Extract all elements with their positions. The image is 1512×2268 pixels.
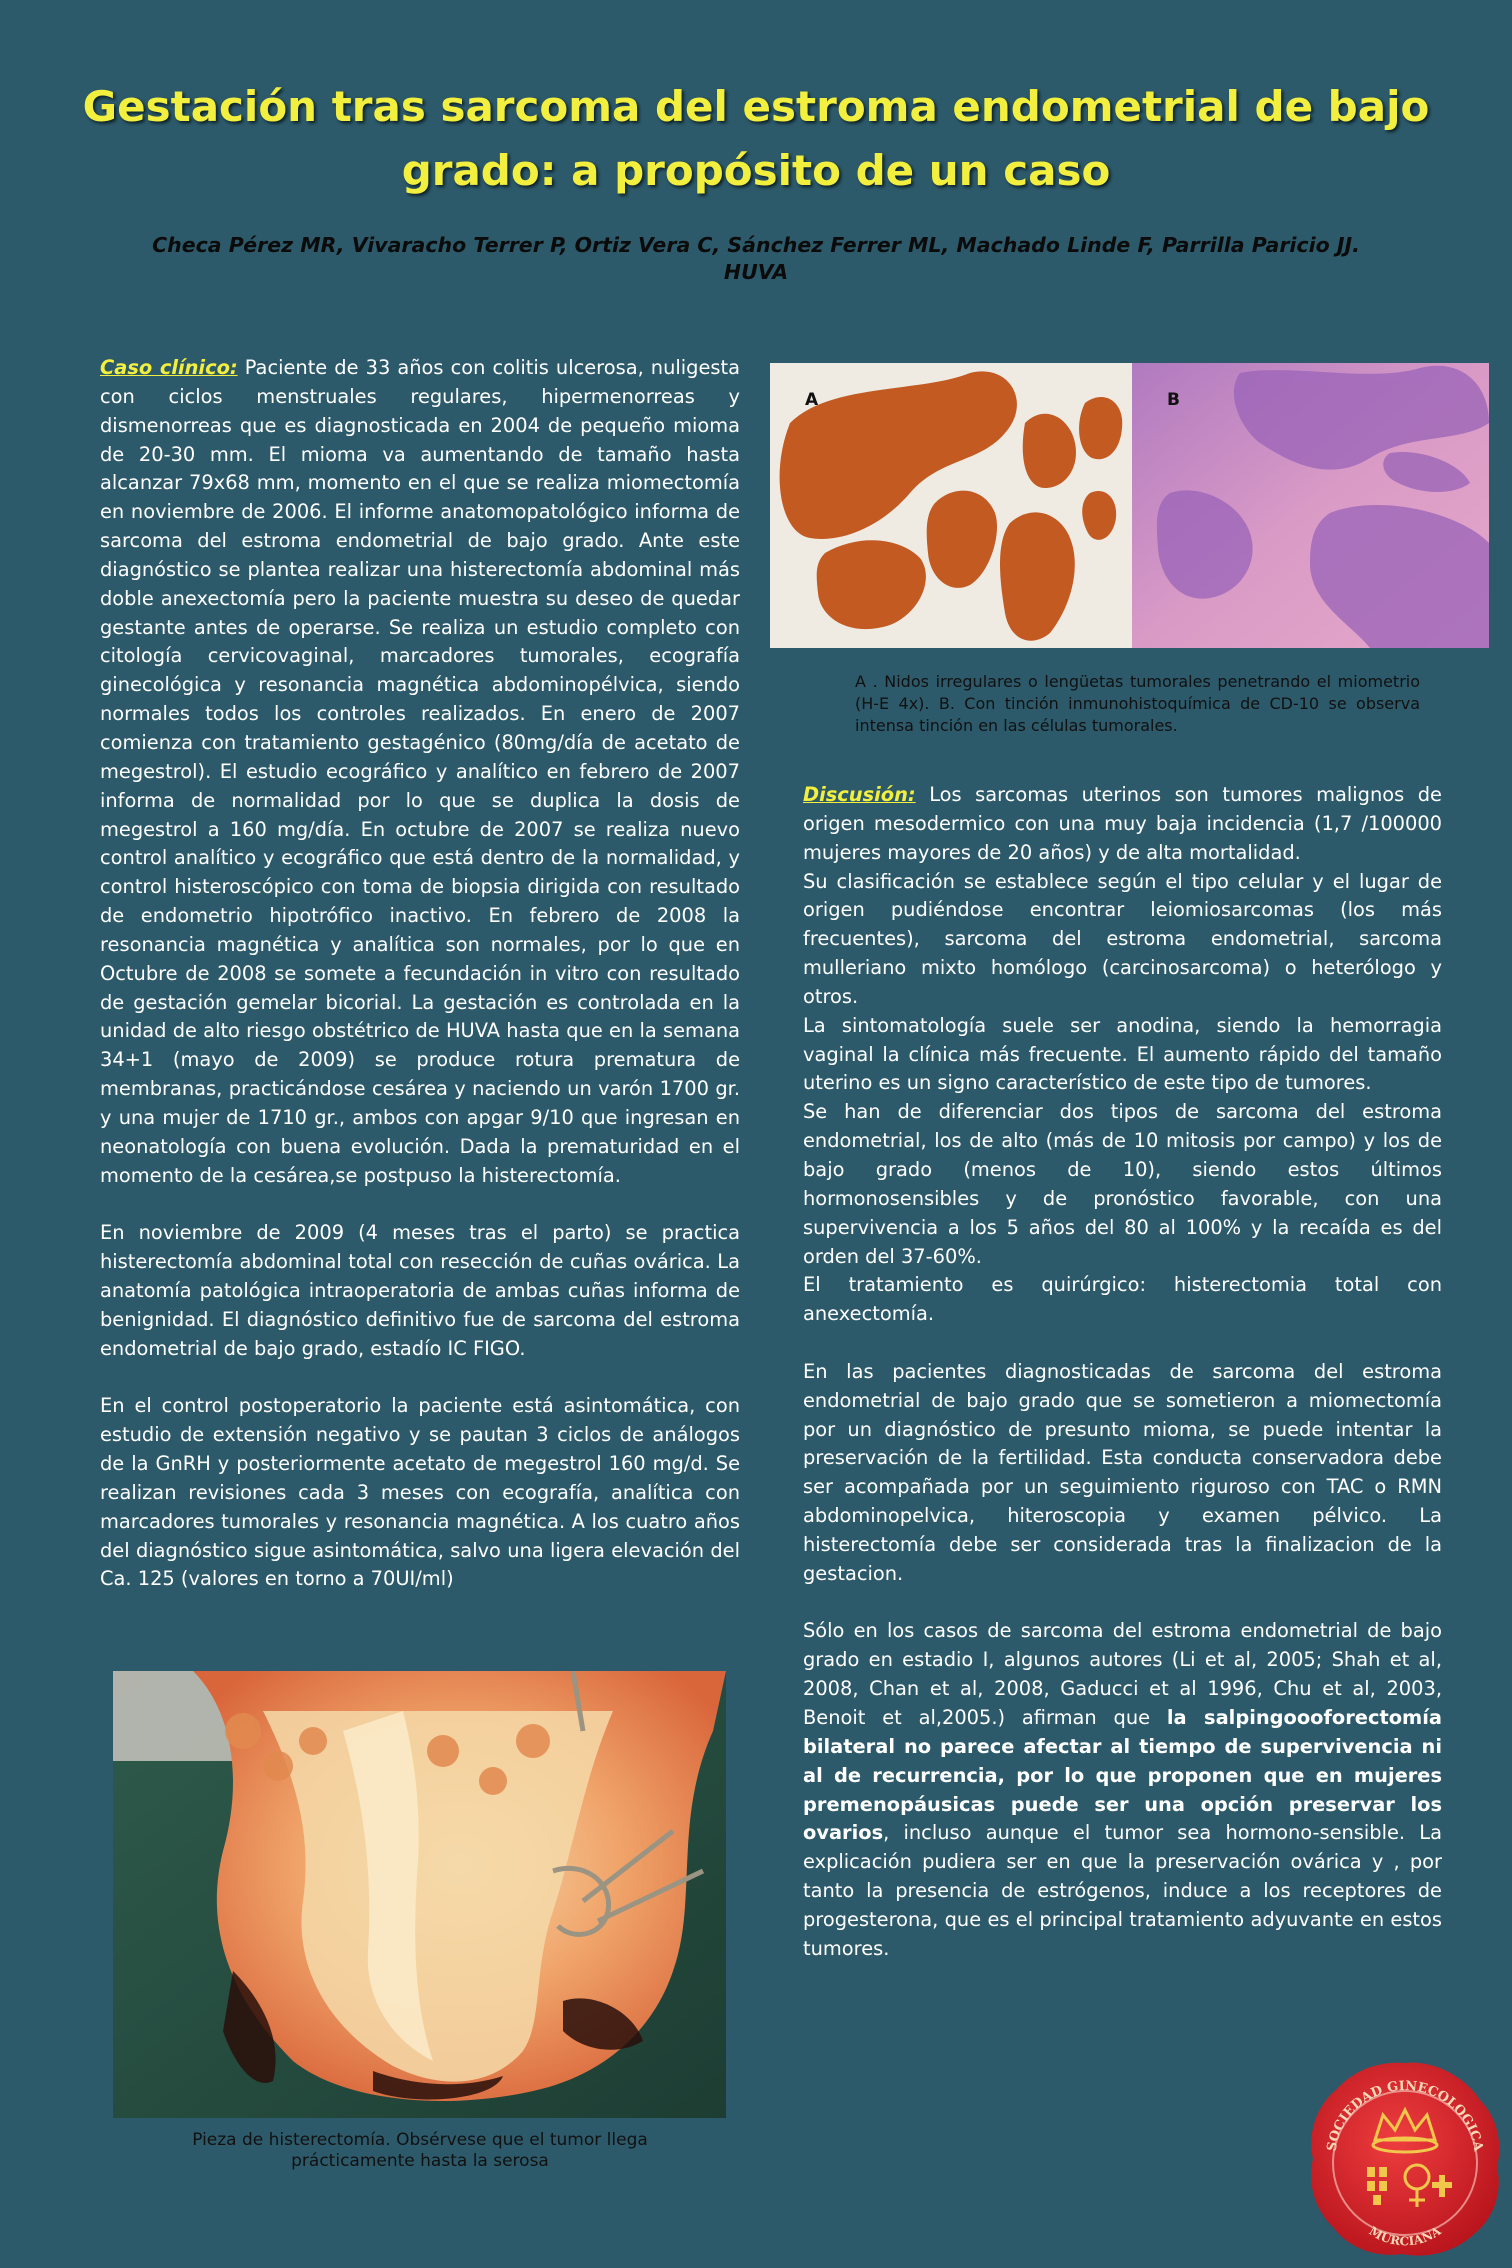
panel-b-label: B	[1167, 390, 1180, 410]
case-heading: Caso clínico:	[100, 356, 238, 379]
discussion-paragraph-6: En las pacientes diagnosticadas de sarcoma del estroma endometrial de bajo grado que se sometieron a miomectomía por un diagnóstico de presunto mioma, se puede intentar la preservación de la fertilidad. Esta conducta conservadora debe ser acompañada por un seguimiento riguroso con TAC o RMN abdominopelvica, hiteroscopia y examen pélvico. La histerectomía debe ser considerada tras la finalizacion de la gestacion.	[803, 1359, 1442, 1585]
discussion-text-7b: , incluso aunque el tumor sea hormono-sensible. La explicación pudiera ser en que la preservación ovárica y , por tanto la presencia de estrógenos, induce a los receptores de progesterona, que es el principal tratamiento adyuvante en estos tumores.	[803, 1821, 1442, 1960]
seal-text-top: SOCIEDAD GINECOLOGICA	[1324, 2078, 1486, 2153]
institution: HUVA	[723, 260, 789, 284]
authors-block	[60, 232, 1452, 286]
specimen-image	[113, 1671, 726, 2118]
discussion-paragraph-5: El tratamiento es quirúrgico: histerectomia total con anexectomía.	[803, 1273, 1442, 1326]
discussion-paragraph-3: La sintomatología suele ser anodina, siendo la hemorragia vaginal la clínica más frecuente. El aumento rápido del tamaño uterino es un signo característico de este tipo de tumores.	[803, 1013, 1442, 1095]
histology-image	[770, 363, 1489, 648]
case-paragraph-2: En noviembre de 2009 (4 meses tras el parto) se practica histerectomía abdominal total con resección de cuñas ovárica. La anatomía patológica intraoperatoria de ambas cuñas informa de benignidad. El diagnóstico definitivo fue de sarcoma del estroma endometrial de bajo grado, estadío IC FIGO.	[100, 1221, 740, 1360]
discussion-text-7a: Sólo en los casos de sarcoma del estroma endometrial de bajo grado en estadio I, algunos autores (Li et al, 2005; Shah et al, 2008, Chan et al, 2008, Gaducci et al 1996, Chu et al, 2003, Benoit et al,2005.) afirman que	[803, 1619, 1442, 1729]
discussion-paragraph-4: Se han de diferenciar dos tipos de sarcoma del estroma endometrial, los de alto (más de 10 mitosis por campo) y los de bajo grado (menos de 10), siendo estos últimos hormonosensibles y de pronóstico favorable, con una supervivencia a los 5 años del 80 al 100% y la recaída es del orden del 37-60%.	[803, 1100, 1442, 1268]
discussion-paragraph-2: Su clasificación se establece según el tipo celular y el lugar de origen pudiéndose encontrar leiomiosarcomas (los más frecuentes), sarcoma del estroma endometrial, sarcoma mulleriano mixto homólogo (carcinosarcoma) o heterólogo y otros.	[803, 869, 1442, 1008]
discussion-paragraph-1	[803, 781, 1442, 868]
seal-text-bottom: MURCIANA	[1366, 2223, 1444, 2249]
discussion-section	[803, 781, 1442, 1964]
case-paragraph-3: En el control postoperatorio la paciente está asintomática, con estudio de extensión negativo y se pautan 3 ciclos de análogos de la GnRH y posteriormente acetato de megestrol 160 mg/d. Se realizan revisiones cada 3 meses con ecografía, analítica con marcadores tumorales y resonancia magnética. A los cuatro años del diagnóstico sigue asintomática, salvo una ligera elevación del Ca. 125 (valores en torno a 70UI/ml)	[100, 1394, 740, 1591]
case-text-1: Paciente de 33 años con colitis ulcerosa, nuligesta con ciclos menstruales regulares, hipermenorreas y dismenorreas que es diagnosticada en 2004 de pequeño mioma de 20-30 mm. El mioma va aumentando de tamaño hasta alcanzar 79x68 mm, momento en el que se realiza miomectomía en noviembre de 2006. El informe anatomopatológico informa de sarcoma del estroma endometrial de bajo grado. Ante este diagnóstico se plantea realizar una histerectomía abdominal más doble anexectomía pero la paciente muestra su deseo de quedar gestante antes de operarse. Se realiza un estudio completo con citología cervicovaginal, marcadores tumorales, ecografía ginecológica y resonancia magnética abdominopélvica, siendo normales todos los controles realizados. En enero de 2007 comienza con tratamiento gestagénico (80mg/día de acetato de megestrol). El estudio ecográfico y analítico en febrero de 2007 informa de normalidad por lo que se duplica la dosis de megestrol a 160 mg/día. En octubre de 2007 se realiza nuevo control analítico y ecográfico que está dentro de la normalidad, y control histeroscópico con toma de biopsia dirigida con resultado de endometrio hipotrófico inactivo. En febrero de 2008 la resonancia magnética y analítica son normales, por lo que en Octubre de 2008 se somete a fecundación in vitro con resultado de gestación gemelar bicorial. La gestación es controlada en la unidad de alto riesgo obstétrico de HUVA hasta que en la semana 34+1 (mayo de 2009) se produce rotura prematura de membranas, practicándose cesárea y naciendo un varón 1700 gr. y una mujer de 1710 gr., ambos con apgar 9/10 que ingresan en neonatología con buena evolución. Dada la prematuridad en el momento de la cesárea,se postpuso la histerectomía.	[100, 356, 740, 1187]
author-list: Checa Pérez MR, Vivaracho Terrer P, Ortiz Vera C, Sánchez Ferrer ML, Machado Linde F, Parrilla Paricio JJ.	[152, 233, 1360, 257]
histology-figure	[770, 363, 1489, 648]
specimen-photo	[113, 1671, 726, 2118]
panel-a-label: A	[805, 390, 819, 410]
specimen-caption: Pieza de histerectomía. Obsérvese que el tumor llega prácticamente hasta la serosa	[192, 2130, 648, 2171]
discussion-heading: Discusión:	[803, 783, 916, 806]
discussion-paragraph-7	[803, 1617, 1442, 1963]
histology-caption: A . Nidos irregulares o lengüetas tumorales penetrando el miometrio (H-E 4x). B. Con tinción inmunohistoquímica de CD-10 se observa intensa tinción en las células tumorales.	[855, 672, 1420, 735]
case-paragraph-1	[100, 354, 740, 1190]
poster-title: Gestación tras sarcoma del estroma endometrial de bajo grado: a propósito de un caso	[82, 82, 1430, 195]
discussion-text-7-bold: la salpingoooforectomía bilateral no parece afectar al tiempo de supervivencia ni al de recurrencia, por lo que proponen que en mujeres premenopáusicas puede ser una opción preservar los ovarios	[803, 1706, 1442, 1845]
seal-icon	[1305, 2055, 1505, 2260]
case-section	[100, 354, 740, 1594]
society-seal-logo	[1305, 2055, 1505, 2260]
discussion-text-1: Los sarcomas uterinos son tumores malignos de origen mesodermico con una muy baja incidencia (1,7 /100000 mujeres mayores de 20 años) y de alta mortalidad.	[803, 783, 1442, 864]
